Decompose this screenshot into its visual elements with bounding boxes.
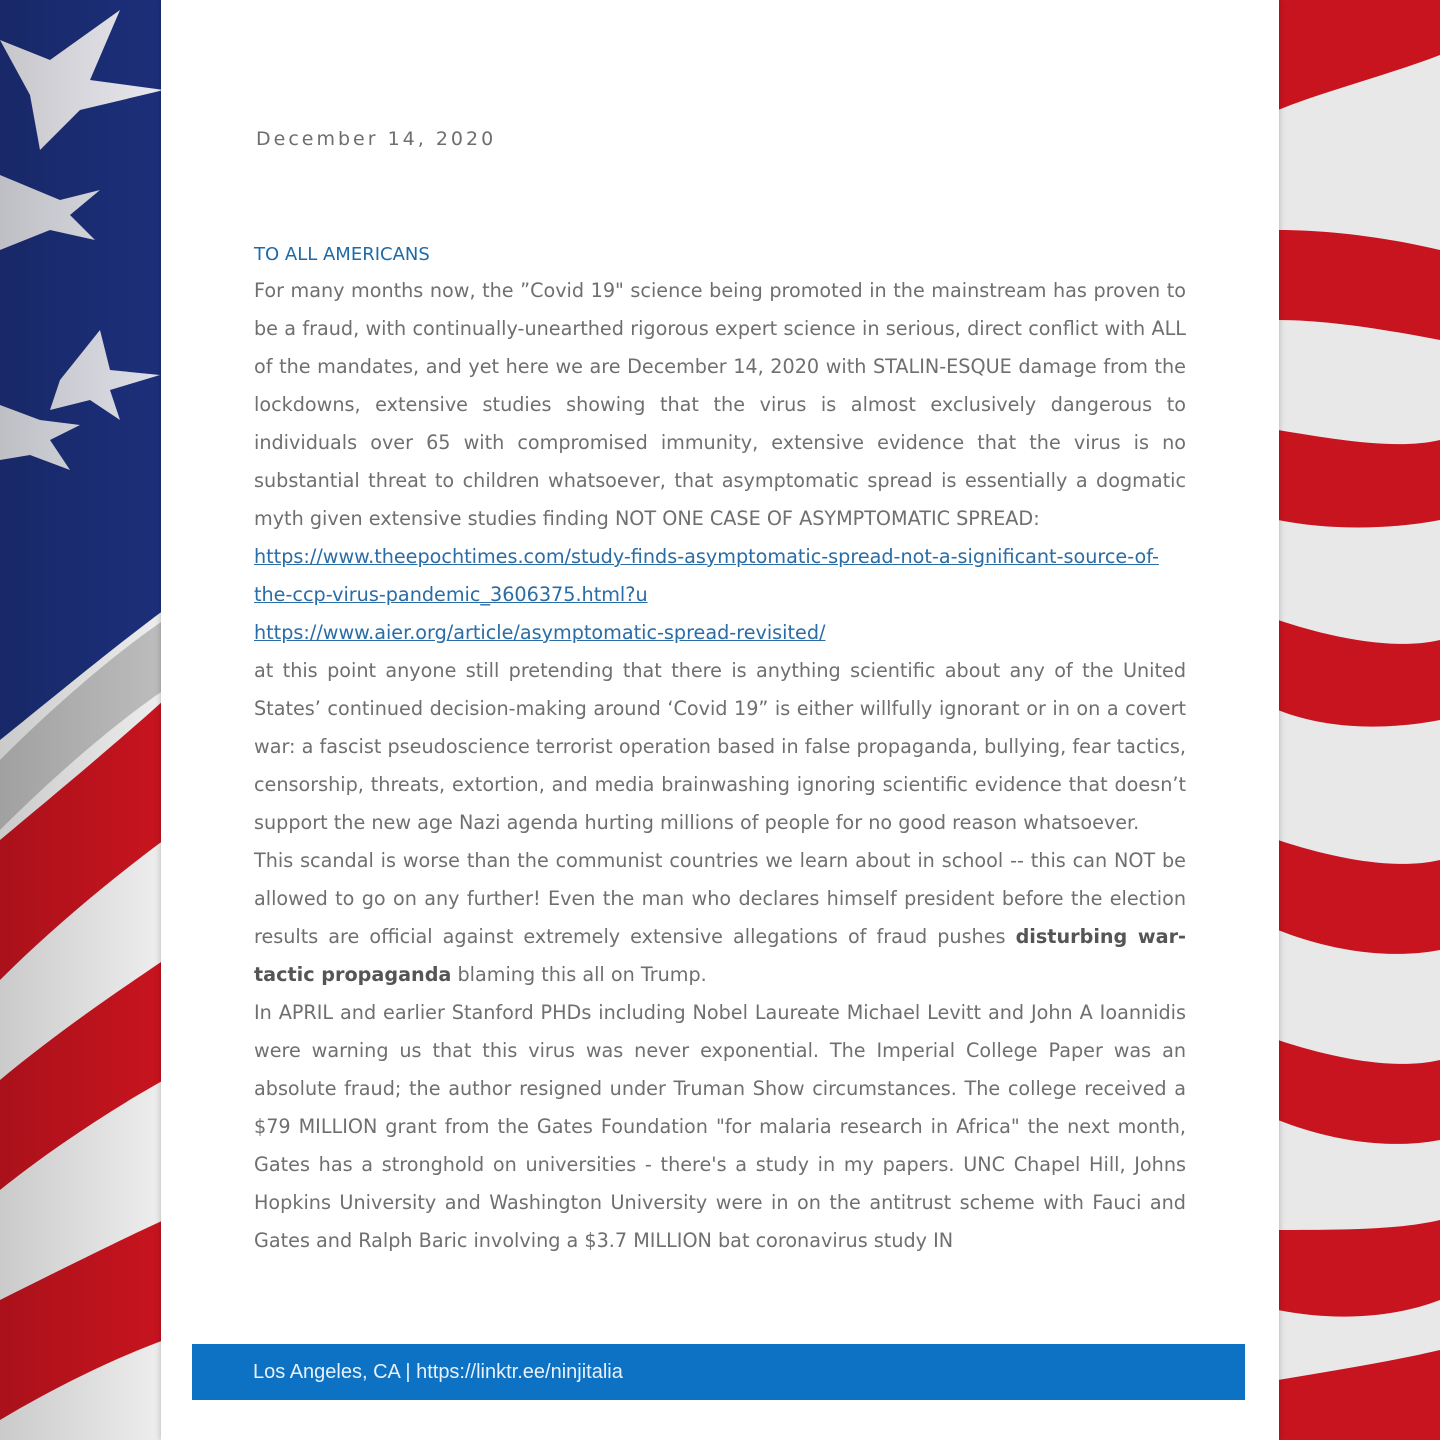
flag-background-left [0, 0, 164, 1440]
epoch-times-link[interactable]: https://www.theepochtimes.com/study-finds-asymptomatic-spread-not-a-significant-source-of-the-ccp-virus-pandemic_3606375.html?u [254, 545, 1159, 606]
footer-text: Los Angeles, CA | https://linktr.ee/ninjitalia [253, 1361, 623, 1383]
flag-background-right [1278, 0, 1440, 1440]
aier-link[interactable]: https://www.aier.org/article/asymptomatic-spread-revisited/ [254, 621, 826, 644]
paragraph-3-start: This scandal is worse than the communist countries we learn about in school -- this can NOT be allowed to go on any further! Even the man who declares himself president before the election results are official against extremely extensive allegations of fraud pushes [254, 849, 1186, 948]
paragraph-1: For many months now, the ”Covid 19" science being promoted in the mainstream has proven to be a fraud, with continually-unearthed rigorous expert science in serious, direct conflict with ALL of the mandates, and yet here we are December 14, 2020 with STALIN-ESQUE damage from the lockdowns, extensive studies showing that the virus is almost exclusively dangerous to individuals over 65 with compromised immunity, extensive evidence that the virus is no substantial threat to children whatsoever, that asymptomatic spread is essentially a dogmatic myth given extensive studies finding NOT ONE CASE OF ASYMPTOMATIC SPREAD: [254, 279, 1186, 530]
letter-body [254, 238, 1186, 1260]
letter-heading: TO ALL AMERICANS [254, 244, 430, 265]
paragraph-3-bold: disturbing war-tactic propaganda [254, 925, 1186, 986]
footer-bar [192, 1344, 1245, 1400]
paragraph-4: In APRIL and earlier Stanford PHDs including Nobel Laureate Michael Levitt and John A Ioannidis were warning us that this virus was never exponential. The Imperial College Paper was an absolute fraud; the author resigned under Truman Show circumstances. The college received a $79 MILLION grant from the Gates Foundation "for malaria research in Africa" the next month, Gates has a stronghold on universities - there's a study in my papers. UNC Chapel Hill, Johns Hopkins University and Washington University were in on the antitrust scheme with Fauci and Gates and Ralph Baric involving a $3.7 MILLION bat coronavirus study IN [254, 1001, 1186, 1252]
paragraph-3 [254, 842, 1186, 994]
letter-date: December 14, 2020 [256, 128, 497, 150]
paragraph-2: at this point anyone still pretending that there is anything scientific about any of the United States’ continued decision-making around ‘Covid 19” is either willfully ignorant or in on a covert war: a fascist pseudoscience terrorist operation based in false propaganda, bullying, fear tactics, censorship, threats, extortion, and media brainwashing ignoring scientific evidence that doesn’t support the new age Nazi agenda hurting millions of people for no good reason whatsoever. [254, 659, 1186, 834]
paragraph-3-end: blaming this all on Trump. [457, 963, 707, 986]
letter-page [161, 0, 1279, 1440]
